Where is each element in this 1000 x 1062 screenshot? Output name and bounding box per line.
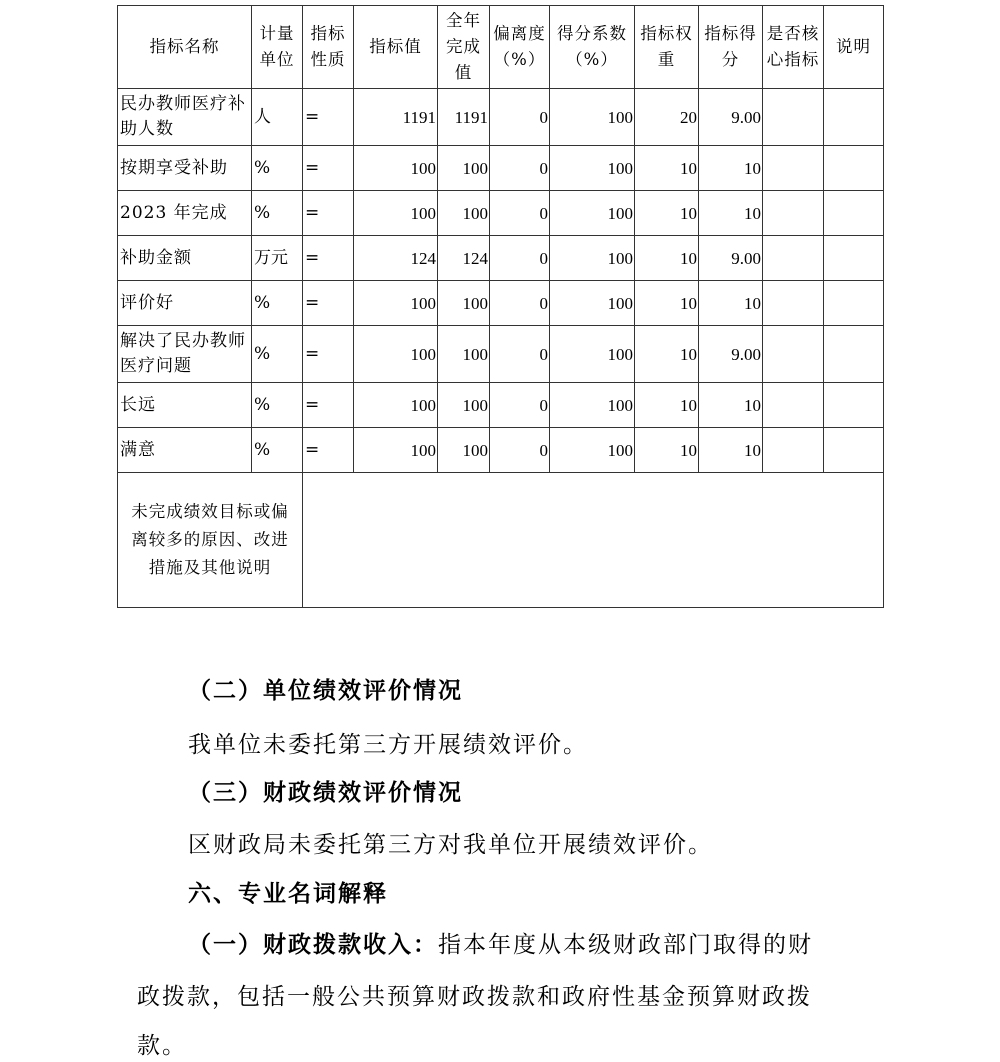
cell-deviation: 0 [490,89,550,146]
cell-nature: = [303,191,354,236]
header-core: 是否核心指标 [763,6,824,89]
cell-score: 9.00 [699,236,763,281]
cell-target: 100 [354,281,438,326]
cell-core [763,89,824,146]
cell-core [763,326,824,383]
cell-actual: 1191 [438,89,490,146]
cell-nature: = [303,326,354,383]
cell-weight: 10 [635,191,699,236]
cell-unit: % [252,383,303,428]
cell-deviation: 0 [490,281,550,326]
cell-actual: 100 [438,191,490,236]
term1-text-line2: 政拨款，包括一般公共预算财政拨款和政府性基金预算财政拨 [137,984,812,1010]
cell-deviation: 0 [490,428,550,473]
performance-indicator-table [117,5,884,608]
unit-eval-heading: （二）单位绩效评价情况 [188,678,463,704]
table-remark-row [118,473,884,608]
cell-name: 长远 [118,383,252,428]
cell-name: 补助金额 [118,236,252,281]
header-nature: 指标性质 [303,6,354,89]
cell-unit: % [252,191,303,236]
table-row [118,146,884,191]
cell-name: 按期享受补助 [118,146,252,191]
cell-nature: = [303,428,354,473]
cell-actual: 100 [438,383,490,428]
table-header-row [118,6,884,89]
cell-deviation: 0 [490,236,550,281]
cell-note [824,281,884,326]
header-name: 指标名称 [118,6,252,89]
cell-weight: 10 [635,428,699,473]
cell-weight: 10 [635,146,699,191]
cell-deviation: 0 [490,326,550,383]
cell-coefficient: 100 [550,281,635,326]
table-row [118,89,884,146]
cell-unit: 人 [252,89,303,146]
cell-nature: = [303,281,354,326]
unit-eval-text: 我单位未委托第三方开展绩效评价。 [188,732,588,758]
cell-score: 10 [699,191,763,236]
cell-actual: 100 [438,428,490,473]
cell-core [763,281,824,326]
cell-name: 评价好 [118,281,252,326]
term1-label: （一）财政拨款收入： [188,932,438,958]
header-deviation: 偏离度（%） [490,6,550,89]
cell-deviation: 0 [490,146,550,191]
term1-line1 [188,930,813,960]
header-actual: 全年完成值 [438,6,490,89]
cell-nature: = [303,146,354,191]
cell-actual: 124 [438,236,490,281]
term1-text-line3: 款。 [137,1033,187,1059]
table-row [118,236,884,281]
cell-unit: % [252,281,303,326]
cell-target: 100 [354,191,438,236]
cell-weight: 10 [635,236,699,281]
table-row [118,383,884,428]
cell-target: 124 [354,236,438,281]
header-target: 指标值 [354,6,438,89]
cell-weight: 10 [635,281,699,326]
cell-note [824,326,884,383]
cell-deviation: 0 [490,383,550,428]
cell-coefficient: 100 [550,326,635,383]
term1-text-line1: 指本年度从本级财政部门取得的财 [438,932,813,958]
cell-score: 10 [699,428,763,473]
cell-score: 10 [699,146,763,191]
cell-score: 9.00 [699,89,763,146]
cell-target: 100 [354,326,438,383]
cell-coefficient: 100 [550,191,635,236]
cell-weight: 20 [635,89,699,146]
cell-unit: % [252,326,303,383]
cell-target: 100 [354,383,438,428]
cell-core [763,428,824,473]
cell-core [763,383,824,428]
header-coefficient: 得分系数（%） [550,6,635,89]
cell-unit: 万元 [252,236,303,281]
cell-nature: = [303,383,354,428]
terms-heading: 六、专业名词解释 [188,881,388,907]
fiscal-eval-text: 区财政局未委托第三方对我单位开展绩效评价。 [188,832,713,858]
cell-weight: 10 [635,326,699,383]
cell-score: 10 [699,383,763,428]
cell-target: 100 [354,428,438,473]
cell-core [763,191,824,236]
cell-note [824,428,884,473]
cell-name: 解决了民办教师医疗问题 [118,326,252,383]
table-row [118,428,884,473]
cell-coefficient: 100 [550,89,635,146]
cell-note [824,146,884,191]
cell-name: 2023 年完成 [118,191,252,236]
header-weight: 指标权重 [635,6,699,89]
cell-core [763,236,824,281]
cell-actual: 100 [438,146,490,191]
cell-note [824,236,884,281]
header-note: 说明 [824,6,884,89]
cell-deviation: 0 [490,191,550,236]
remark-value [303,473,884,608]
cell-nature: = [303,89,354,146]
remark-label: 未完成绩效目标或偏离较多的原因、改进措施及其他说明 [118,473,303,608]
cell-coefficient: 100 [550,383,635,428]
cell-weight: 10 [635,383,699,428]
cell-note [824,383,884,428]
cell-target: 100 [354,146,438,191]
cell-score: 10 [699,281,763,326]
cell-unit: % [252,146,303,191]
table-row [118,191,884,236]
table-row [118,281,884,326]
cell-note [824,191,884,236]
fiscal-eval-heading: （三）财政绩效评价情况 [188,780,463,806]
cell-name: 民办教师医疗补助人数 [118,89,252,146]
cell-name: 满意 [118,428,252,473]
cell-actual: 100 [438,326,490,383]
cell-core [763,146,824,191]
header-unit: 计量单位 [252,6,303,89]
header-score: 指标得分 [699,6,763,89]
cell-coefficient: 100 [550,146,635,191]
cell-coefficient: 100 [550,236,635,281]
table-row [118,326,884,383]
cell-coefficient: 100 [550,428,635,473]
cell-target: 1191 [354,89,438,146]
cell-nature: = [303,236,354,281]
cell-score: 9.00 [699,326,763,383]
cell-note [824,89,884,146]
cell-actual: 100 [438,281,490,326]
cell-unit: % [252,428,303,473]
